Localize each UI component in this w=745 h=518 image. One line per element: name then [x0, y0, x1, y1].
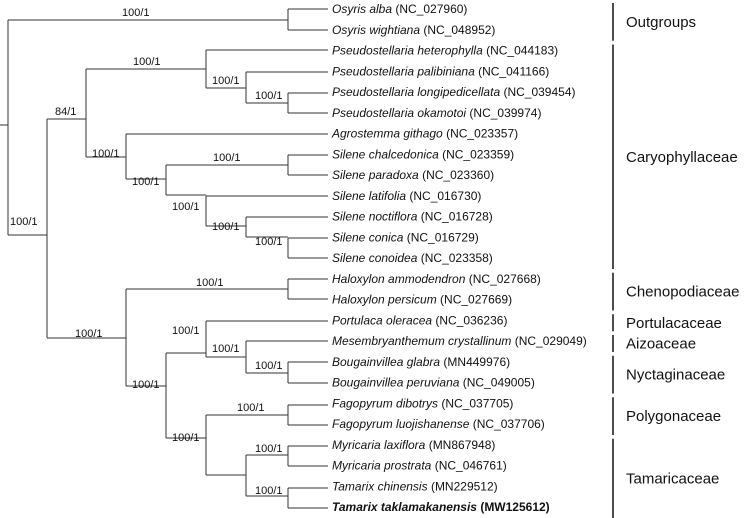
family-label: Caryophyllaceae [626, 148, 738, 166]
tip-label [332, 438, 495, 452]
family-label: Tamaricaceae [626, 470, 720, 488]
support-label: 100/1 [255, 443, 283, 455]
support-label: 100/1 [172, 325, 200, 337]
species-name: Pseudostellaria palibiniana [332, 64, 475, 79]
tip-label [332, 2, 467, 16]
tip-label [332, 293, 512, 307]
node-pseudostellaria-pair [288, 93, 328, 113]
species-name: Haloxylon persicum [332, 292, 437, 307]
family-label: Chenopodiaceae [626, 283, 740, 301]
accession-number: (NC_039454) [500, 85, 576, 99]
tip-label [332, 355, 510, 369]
species-name: Myricaria laxiflora [332, 437, 426, 452]
accession-number: (NC_036236) [432, 313, 508, 328]
support-label: 100/1 [237, 402, 265, 414]
node-haloxylon [288, 279, 328, 299]
accession-number: (NC_029049) [511, 334, 587, 348]
accession-number: (NC_049005) [459, 375, 535, 390]
support-label: 100/1 [172, 201, 200, 213]
tip-label [332, 230, 479, 244]
support-label: 100/1 [212, 75, 240, 87]
support-values [10, 7, 283, 497]
support-label: 100/1 [10, 216, 38, 228]
tip-label [332, 500, 550, 514]
species-name: Myricaria prostrata [332, 458, 432, 473]
family-label: Nyctaginaceae [626, 366, 726, 384]
species-name: Silene paradoxa [332, 168, 419, 182]
tip-label [332, 85, 576, 99]
support-label: 84/1 [55, 106, 77, 118]
support-label: 100/1 [212, 221, 240, 233]
species-name: Bougainvillea glabra [332, 354, 441, 369]
tip-label [332, 23, 495, 37]
tip-label [332, 376, 535, 390]
support-label: 100/1 [132, 176, 160, 188]
tip-label [332, 459, 507, 473]
support-label: 100/1 [132, 379, 160, 391]
species-name: Silene latifolia [332, 188, 407, 203]
tip-label [332, 168, 494, 182]
support-label: 100/1 [133, 56, 161, 68]
species-name: Osyris alba [332, 2, 393, 16]
tip-label [332, 189, 481, 203]
node-bougainvillea [288, 362, 328, 383]
species-name: Fagopyrum luojishanense [332, 417, 470, 431]
support-label: 100/1 [122, 7, 150, 19]
species-name: Mesembryanthemum crystallinum [332, 334, 512, 348]
accession-number: (MN449976) [440, 354, 511, 369]
node-myricaria [288, 446, 328, 466]
species-name: Agrostemma githago [332, 126, 443, 141]
support-label: 100/1 [255, 360, 283, 372]
support-label: 100/1 [172, 432, 200, 444]
species-name: Silene noctiflora [332, 209, 418, 224]
support-label: 100/1 [255, 236, 283, 248]
family-label: Polygonaceae [626, 408, 722, 426]
tip-label [332, 396, 513, 410]
node-fagopyrum [288, 405, 328, 425]
accession-number: (NC_037706) [469, 417, 545, 431]
tip-label [332, 272, 541, 286]
accession-number: (NC_023357) [442, 126, 519, 141]
species-name: Tamarix chinensis [332, 479, 428, 494]
accession-number: (NC_037705) [438, 396, 514, 411]
accession-number: (NC_027668) [465, 271, 541, 286]
accession-number: (NC_027669) [436, 292, 513, 307]
tip-label [332, 251, 493, 265]
accession-number: (NC_023359) [438, 147, 515, 162]
family-brackets [613, 3, 739, 518]
accession-number: (MW125612) [476, 500, 550, 514]
tip-label [332, 44, 558, 58]
tip-label [332, 64, 549, 78]
support-label: 100/1 [75, 328, 103, 340]
species-name: Pseudostellaria okamotoi [332, 105, 467, 120]
family-label: Portulacaceae [626, 314, 722, 332]
accession-number: (NC_016729) [403, 230, 479, 245]
accession-number: (NC_046761) [431, 458, 507, 473]
node-core [166, 353, 206, 438]
support-label: 100/1 [92, 148, 120, 160]
family-label: Aizoaceae [626, 335, 697, 353]
accession-number: (NC_016728) [417, 209, 493, 224]
species-name: Silene conoidea [332, 251, 418, 265]
node-silene-pair-2 [288, 238, 328, 258]
tree-branches [0, 9, 328, 508]
accession-number: (NC_048952) [420, 22, 496, 37]
accession-number: (NC_016730) [406, 188, 482, 203]
support-label: 100/1 [255, 485, 283, 497]
node-silene-noctiflora-group [246, 217, 328, 237]
family-label: Outgroups [626, 13, 697, 31]
species-name: Osyris wightiana [332, 22, 421, 37]
tip-label [332, 106, 541, 120]
species-name: Silene chalcedonica [332, 147, 439, 162]
support-label: 100/1 [212, 343, 240, 355]
node-caryophyllaceae [86, 69, 206, 157]
node-silene-pair-1 [288, 155, 328, 175]
tip-label [331, 127, 518, 141]
tip-label [332, 479, 498, 493]
accession-number: (NC_039974) [466, 105, 542, 120]
accession-number: (MN867948) [425, 437, 496, 452]
tip-label [332, 210, 493, 224]
accession-number: (MN229512) [427, 479, 498, 494]
tip-label [332, 313, 507, 327]
tip-label [332, 417, 545, 431]
species-name: Silene conica [332, 230, 404, 245]
support-label: 100/1 [213, 152, 241, 164]
node-silene [166, 165, 288, 195]
species-name: Portulaca oleracea [332, 313, 433, 328]
species-name: Tamarix taklamakanensis [332, 500, 477, 514]
accession-number: (NC_023358) [417, 251, 493, 265]
species-name: Pseudostellaria longipedicellata [332, 85, 501, 99]
accession-number: (NC_041166) [474, 64, 550, 79]
node-tamarix [288, 488, 328, 508]
tip-labels [331, 2, 587, 514]
tip-label [332, 147, 514, 161]
accession-number: (NC_023360) [418, 168, 495, 182]
support-label: 100/1 [196, 277, 224, 289]
support-label: 100/1 [255, 90, 283, 102]
species-name: Bougainvillea peruviana [332, 375, 460, 390]
accession-number: (NC_044183) [482, 43, 559, 58]
species-name: Haloxylon ammodendron [332, 271, 466, 286]
accession-number: (NC_027960) [392, 2, 468, 16]
node-outgroup [288, 9, 328, 30]
species-name: Fagopyrum dibotrys [332, 396, 439, 411]
species-name: Pseudostellaria heterophylla [332, 43, 483, 58]
tip-label [332, 334, 587, 348]
